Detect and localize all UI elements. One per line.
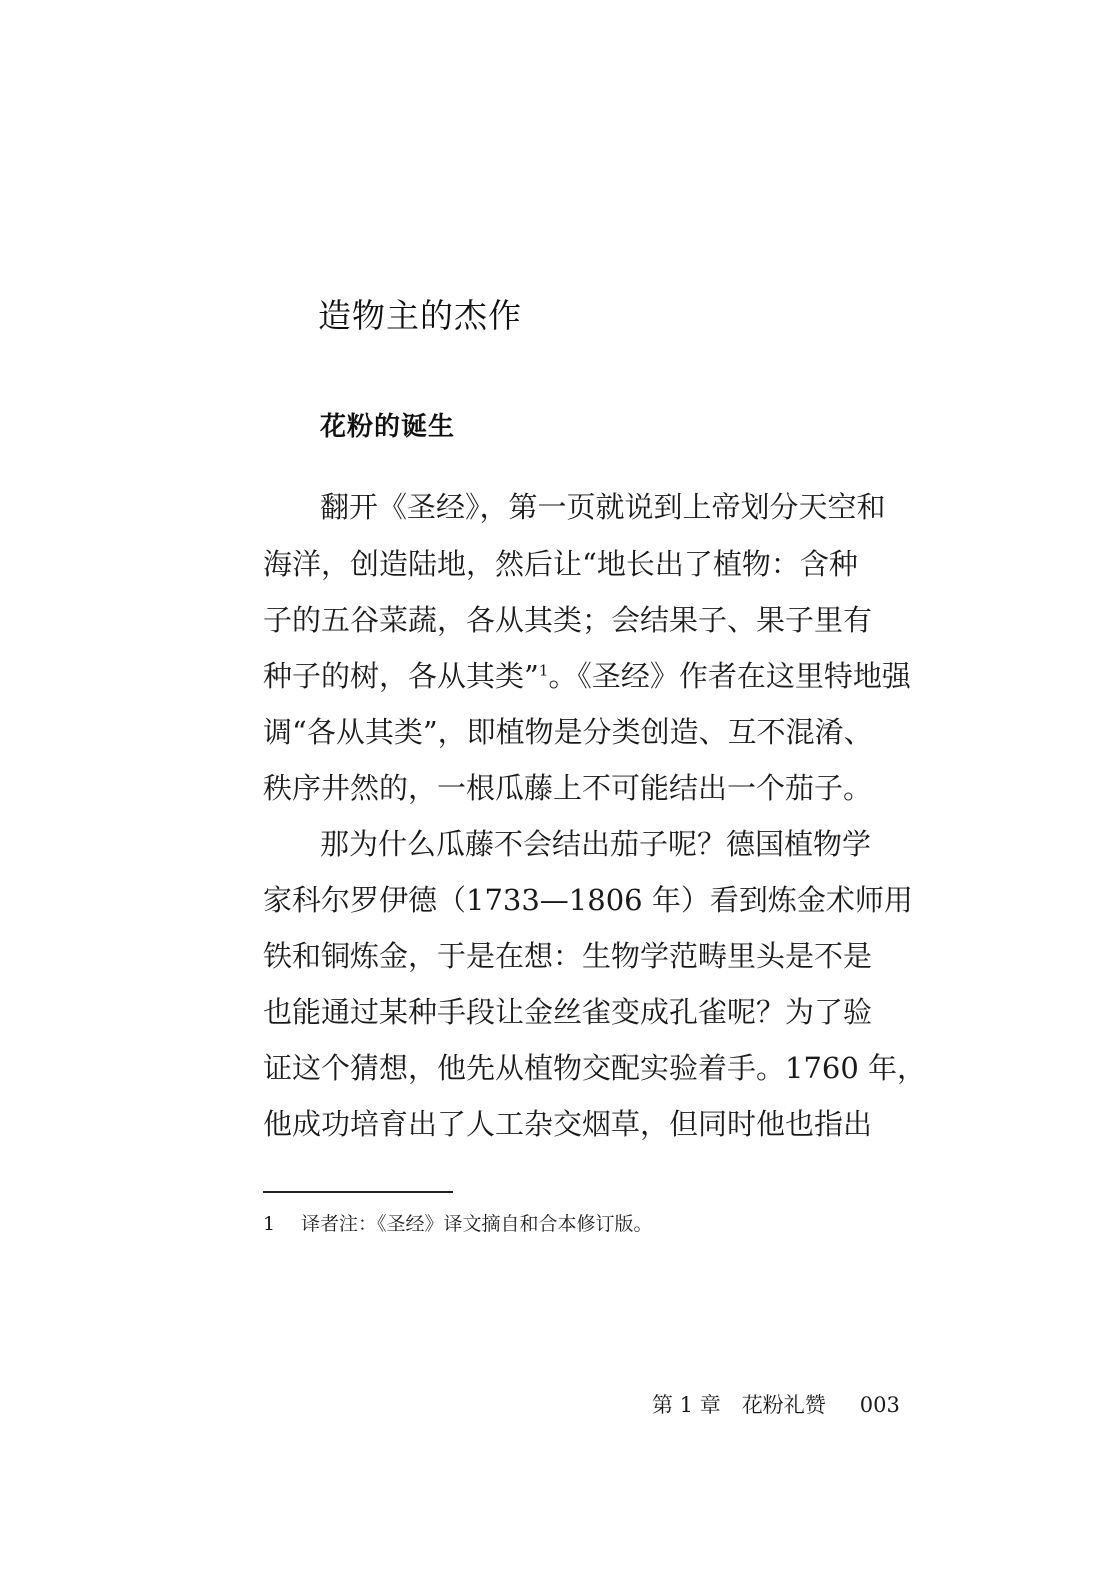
- footnote-reference[interactable]: 1: [538, 661, 549, 680]
- page-number: 003: [859, 1393, 900, 1417]
- footnote-divider: [263, 1191, 453, 1193]
- text-line: [263, 656, 911, 696]
- text-line: 子的五谷菜蔬，各从其类；会结果子、果子里有: [263, 603, 873, 637]
- text-line: 证这个猜想，他先从植物交配实验着手。1760 年，: [263, 1051, 927, 1085]
- text-segment: 。《圣经》作者在这里特地强: [548, 659, 911, 693]
- running-footer: [652, 1390, 900, 1420]
- section-title: 花粉的诞生: [320, 412, 456, 442]
- footnote: [263, 1210, 653, 1238]
- text-line: 也能通过某种手段让金丝雀变成孔雀呢？为了验: [263, 995, 873, 1029]
- text-line: 秩序井然的，一根瓜藤上不可能结出一个茄子。: [263, 771, 873, 805]
- text-line: 调“各从其类”，即植物是分类创造、互不混淆、: [263, 715, 873, 749]
- footnote-number: 1: [263, 1213, 276, 1235]
- footnote-text: 译者注：《圣经》译文摘自和合本修订版。: [301, 1213, 653, 1235]
- footer-chapter-title: 第 1 章 花粉礼赞: [652, 1393, 826, 1417]
- text-line: 他成功培育出了人工杂交烟草，但同时他也指出: [263, 1107, 873, 1141]
- text-line: 铁和铜炼金，于是在想：生物学范畴里头是不是: [263, 939, 873, 973]
- text-segment: 种子的树，各从其类”: [263, 659, 539, 693]
- text-line: 翻开《圣经》，第一页就说到上帝划分天空和: [320, 490, 886, 524]
- text-line: 家科尔罗伊德（1733—1806 年）看到炼金术师用: [263, 883, 913, 917]
- text-line: 那为什么瓜藤不会结出茄子呢？德国植物学: [320, 827, 872, 861]
- text-line: 海洋，创造陆地，然后让“地长出了植物：含种: [263, 547, 858, 581]
- chapter-title: 造物主的杰作: [318, 296, 522, 335]
